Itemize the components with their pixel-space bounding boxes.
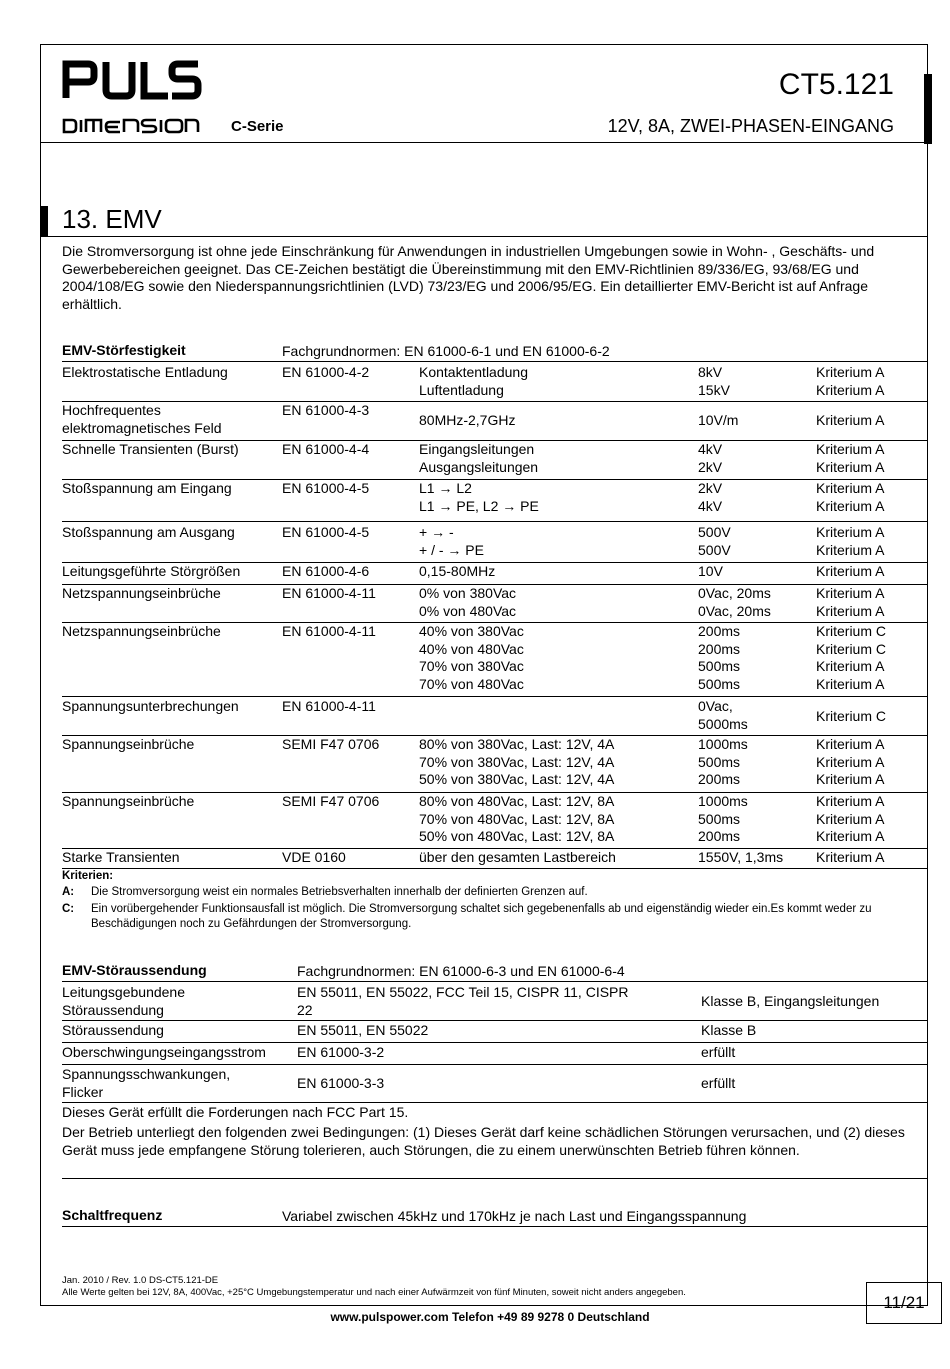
criteria-heading: Kriterien:	[62, 870, 114, 882]
table-cell-standard: SEMI F47 0706	[282, 736, 380, 752]
table-cell-criterion: Kriterium A	[816, 658, 885, 674]
table-rule	[62, 1042, 928, 1043]
table-cell-level: 2kV	[698, 458, 723, 475]
table-cell-standard: EN 61000-4-11	[282, 585, 376, 601]
table-cell-condition: 80MHz-2,7GHz	[419, 412, 516, 429]
table-cell-condition: 40% von 480Vac	[419, 640, 524, 657]
switching-value: Variabel zwischen 45kHz und 170kHz je nach Last und Eingangsspannung	[282, 1208, 747, 1224]
criteria-text: Die Stromversorgung weist ein normales Betriebsverhalten innerhalb der definierten Grenzen auf.	[91, 886, 588, 898]
table-cell-criterion: Kriterium A	[816, 810, 885, 827]
dimension-logo	[62, 117, 200, 135]
revision-info: Jan. 2010 / Rev. 1.0 DS-CT5.121-DE	[62, 1275, 219, 1286]
table-cell-name: Netzspannungseinbrüche	[62, 585, 221, 601]
table-cell-level: 500ms	[698, 675, 741, 692]
table-cell-name: Leitungsgeführte Störgrößen	[62, 563, 241, 579]
table-cell-name: Spannungseinbrüche	[62, 736, 195, 752]
table-rule	[62, 1178, 928, 1179]
product-subtitle: 12V, 8A, ZWEI-PHASEN-EINGANG	[607, 116, 894, 136]
table-rule	[62, 401, 928, 402]
table-cell-criterion: Kriterium C	[816, 623, 887, 639]
table-cell-standard: EN 61000-4-11	[282, 698, 376, 714]
emission-cell-name: Spannungsschwankungen,	[62, 1066, 231, 1082]
table-cell-criterion: Kriterium A	[816, 753, 885, 770]
table-cell-condition: 40% von 380Vac	[419, 623, 524, 639]
table-cell-condition: 70% von 480Vac, Last: 12V, 8A	[419, 810, 615, 827]
emission-cell-name: Störaussendung	[62, 1001, 164, 1018]
table-cell-criterion: Kriterium A	[816, 793, 885, 809]
table-cell-condition: + / - → PE	[419, 541, 484, 558]
emission-heading: EMV-Störaussendung	[62, 962, 207, 978]
table-cell-condition: über den gesamten Lastbereich	[419, 849, 616, 865]
criteria-key: C:	[62, 903, 75, 915]
table-cell-name: Netzspannungseinbrüche	[62, 623, 221, 639]
table-cell-level: 500ms	[698, 810, 741, 827]
table-cell-name: Spannungseinbrüche	[62, 793, 195, 809]
footer-meta	[62, 1275, 686, 1299]
table-cell-condition: 80% von 480Vac, Last: 12V, 8A	[419, 793, 615, 809]
table-cell-standard: EN 61000-4-3	[282, 402, 370, 418]
table-cell-level: 0Vac, 20ms	[698, 585, 771, 601]
table-cell-level: 1000ms	[698, 736, 748, 752]
table-cell-name: Stoßspannung am Eingang	[62, 480, 232, 496]
emission-cell-result: erfüllt	[701, 1044, 736, 1060]
criteria-text: Ein vorübergehender Funktionsausfall ist möglich. Die Stromversorgung schaltet sich gegebenenfalls ab und eigenständig wieder ein.Es kommt weder zu Beschädigungen noch zu Gefährdungen der Stromversorgung.	[91, 903, 872, 930]
table-cell-level: 200ms	[698, 623, 741, 639]
table-rule	[62, 868, 928, 869]
fcc-statement: Dieses Gerät erfüllt die Forderungen nach FCC Part 15.	[62, 1104, 409, 1120]
table-rule	[62, 1064, 928, 1065]
table-rule	[62, 521, 928, 522]
table-cell-level: 200ms	[698, 771, 741, 787]
table-cell-condition: 0% von 380Vac	[419, 585, 517, 601]
table-cell-standard: SEMI F47 0706	[282, 793, 380, 809]
table-cell-level: 500ms	[698, 658, 741, 674]
table-cell-condition: 80% von 380Vac, Last: 12V, 4A	[419, 736, 615, 752]
table-cell-level: 1000ms	[698, 793, 748, 809]
table-cell-condition: 50% von 480Vac, Last: 12V, 8A	[419, 828, 615, 844]
table-cell-standard: EN 61000-4-11	[282, 623, 376, 639]
table-cell-condition: 0% von 480Vac	[419, 602, 517, 619]
table-cell-criterion: Kriterium A	[816, 602, 885, 619]
table-cell-criterion: Kriterium A	[816, 412, 885, 429]
footer-contact: www.pulspower.com Telefon +49 89 9278 0 Deutschland	[330, 1310, 650, 1324]
table-cell-level: 0Vac,	[698, 698, 733, 714]
table-cell-level: 5000ms	[698, 715, 748, 732]
emission-cell-standard: EN 61000-3-2	[297, 1044, 385, 1060]
table-cell-level: 4kV	[698, 441, 723, 457]
table-cell-level: 15kV	[698, 381, 730, 398]
table-cell-level: 500ms	[698, 753, 741, 770]
emission-cell-result: erfüllt	[701, 1075, 736, 1092]
header-divider	[40, 142, 928, 143]
emission-cell-name: Leitungsgebundene	[62, 984, 186, 1000]
table-cell-criterion: Kriterium A	[816, 458, 885, 475]
section-bar	[40, 206, 48, 236]
series-label: C-Serie	[231, 118, 284, 135]
emission-cell-standard: EN 55011, EN 55022	[297, 1022, 429, 1038]
table-cell-level: 4kV	[698, 497, 723, 514]
table-cell-criterion: Kriterium A	[816, 828, 885, 844]
section-title: 13. EMV	[62, 204, 162, 234]
table-cell-name: Schnelle Transienten (Burst)	[62, 441, 239, 457]
table-cell-criterion: Kriterium A	[816, 849, 885, 865]
table-cell-condition: 0,15-80MHz	[419, 563, 496, 579]
table-cell-level: 200ms	[698, 828, 741, 844]
table-cell-criterion: Kriterium A	[816, 524, 885, 540]
table-cell-standard: EN 61000-4-5	[282, 480, 370, 496]
section-intro: Die Stromversorgung ist ohne jede Einschränkung für Anwendungen in industriellen Umgebungen sowie in Wohn- , Geschäfts- und Gewerbebereichen geeignet. Das CE-Zeichen bestätigt die Übereinstimmung mit den EMV-Richtlinien 89/336/EG, 93/68/EG und 2004/108/EG sowie den Niederspannungsrichtlinien (LVD) 73/23/EG und 2006/95/EG. Ein detaillierter EMV-Bericht ist auf Anfrage erhältlich.	[62, 243, 875, 312]
page-number: 11/21	[866, 1282, 942, 1324]
table-cell-condition: 70% von 480Vac	[419, 675, 524, 692]
table-cell-level: 2kV	[698, 480, 723, 496]
table-cell-criterion: Kriterium A	[816, 364, 885, 380]
table-cell-criterion: Kriterium A	[816, 441, 885, 457]
footer-note: Alle Werte gelten bei 12V, 8A, 400Vac, +25°C Umgebungstemperatur und nach einer Aufwärmzeit von fünf Minuten, soweit nicht anders angegeben.	[62, 1287, 686, 1298]
switching-heading: Schaltfrequenz	[62, 1207, 163, 1223]
emission-cell-result: Klasse B	[701, 1022, 757, 1038]
immunity-standards: Fachgrundnormen: EN 61000-6-1 und EN 61000-6-2	[282, 343, 610, 359]
header-side-bar	[924, 74, 932, 144]
table-cell-name: Starke Transienten	[62, 849, 180, 865]
table-cell-criterion: Kriterium A	[816, 541, 885, 558]
criteria-key: A:	[62, 886, 75, 898]
table-cell-name: Hochfrequentes	[62, 402, 161, 418]
table-cell-name: Spannungsunterbrechungen	[62, 698, 239, 714]
table-cell-criterion: Kriterium A	[816, 381, 885, 398]
puls-logo	[62, 58, 202, 100]
table-cell-level: 1550V, 1,3ms	[698, 849, 784, 865]
emission-cell-name: Oberschwingungseingangsstrom	[62, 1044, 266, 1060]
table-cell-level: 500V	[698, 541, 731, 558]
table-cell-criterion: Kriterium A	[816, 480, 885, 496]
table-cell-criterion: Kriterium C	[816, 707, 887, 724]
emission-cell-standard: EN 55011, EN 55022, FCC Teil 15, CISPR 11, CISPR	[297, 984, 629, 1000]
table-cell-name: elektromagnetisches Feld	[62, 419, 222, 436]
emission-cell-name: Störaussendung	[62, 1022, 164, 1038]
table-cell-condition: L1 → PE, L2 → PE	[419, 497, 539, 514]
table-cell-name: Stoßspannung am Ausgang	[62, 524, 235, 540]
emission-cell-standard: EN 61000-3-3	[297, 1075, 385, 1092]
section-divider	[40, 236, 928, 237]
table-cell-level: 8kV	[698, 364, 723, 380]
table-cell-name: Elektrostatische Entladung	[62, 364, 228, 380]
table-cell-level: 500V	[698, 524, 731, 540]
table-rule	[62, 1102, 928, 1103]
model-number: CT5.121	[778, 68, 894, 101]
table-cell-level: 0Vac, 20ms	[698, 602, 771, 619]
table-cell-standard: EN 61000-4-6	[282, 563, 370, 579]
table-cell-standard: EN 61000-4-5	[282, 524, 370, 540]
table-cell-level: 10V	[698, 563, 723, 579]
emission-standards: Fachgrundnormen: EN 61000-6-3 und EN 61000-6-4	[297, 963, 625, 979]
table-cell-condition: L1 → L2	[419, 480, 472, 496]
table-cell-condition: Ausgangsleitungen	[419, 458, 539, 475]
table-cell-criterion: Kriterium C	[816, 640, 887, 657]
table-rule	[62, 696, 928, 697]
table-cell-criterion: Kriterium A	[816, 675, 885, 692]
emission-cell-name: Flicker	[62, 1083, 104, 1100]
table-cell-condition: 70% von 380Vac, Last: 12V, 4A	[419, 753, 615, 770]
table-cell-criterion: Kriterium A	[816, 585, 885, 601]
table-rule	[62, 1020, 928, 1021]
table-cell-condition: + → -	[419, 524, 454, 540]
table-cell-level: 200ms	[698, 640, 741, 657]
emission-cell-result: Klasse B, Eingangsleitungen	[701, 993, 880, 1010]
table-cell-criterion: Kriterium A	[816, 563, 885, 579]
table-cell-criterion: Kriterium A	[816, 736, 885, 752]
table-rule	[62, 1226, 928, 1227]
table-cell-standard: VDE 0160	[282, 849, 346, 865]
table-cell-standard: EN 61000-4-4	[282, 441, 370, 457]
fcc-conditions: Der Betrieb unterliegt den folgenden zwei Bedingungen: (1) Dieses Gerät darf keine schädlichen Störungen verursachen, und (2) dieses Gerät muss jede empfangene Störung tolerieren, auch Störungen, die zu einem unerwünschten Betrieb führen können.	[62, 1124, 905, 1158]
table-cell-criterion: Kriterium A	[816, 497, 885, 514]
table-cell-standard: EN 61000-4-2	[282, 364, 370, 380]
table-cell-condition: Luftentladung	[419, 381, 504, 398]
table-cell-criterion: Kriterium A	[816, 771, 885, 787]
table-cell-condition: Kontaktentladung	[419, 364, 528, 380]
table-cell-condition: 70% von 380Vac	[419, 658, 524, 674]
table-rule	[62, 361, 928, 362]
table-cell-condition: 50% von 380Vac, Last: 12V, 4A	[419, 771, 615, 787]
immunity-heading: EMV-Störfestigkeit	[62, 342, 186, 358]
table-cell-condition: Eingangsleitungen	[419, 441, 535, 457]
table-cell-level: 10V/m	[698, 412, 739, 429]
table-rule	[62, 981, 928, 982]
emission-cell-standard: 22	[297, 1001, 313, 1018]
